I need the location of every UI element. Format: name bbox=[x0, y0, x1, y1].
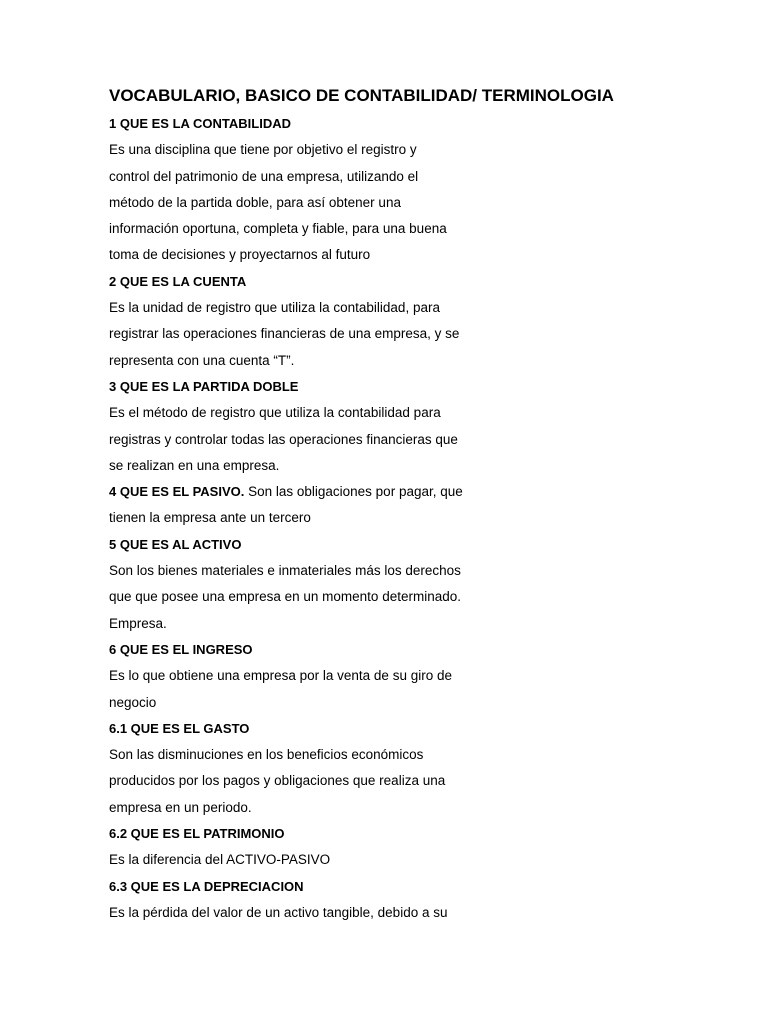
section-heading-partida-doble: 3 QUE ES LA PARTIDA DOBLE bbox=[109, 378, 299, 394]
section-heading-depreciacion: 6.3 QUE ES LA DEPRECIACION bbox=[109, 878, 304, 894]
paragraph-line: toma de decisiones y proyectarnos al futuro bbox=[109, 247, 371, 263]
paragraph-line: se realizan en una empresa. bbox=[109, 457, 280, 473]
paragraph-line: Es la unidad de registro que utiliza la contabilidad, para bbox=[109, 300, 440, 316]
section-heading-gasto: 6.1 QUE ES EL GASTO bbox=[109, 720, 250, 736]
section-heading-contabilidad: 1 QUE ES LA CONTABILIDAD bbox=[109, 116, 292, 131]
paragraph-line: Es el método de registro que utiliza la contabilidad para bbox=[109, 405, 441, 421]
section-heading-patrimonio: 6.2 QUE ES EL PATRIMONIO bbox=[109, 826, 285, 842]
paragraph-line: control del patrimonio de una empresa, utilizando el bbox=[109, 168, 419, 184]
paragraph-line: Es lo que obtiene una empresa por la venta de su giro de bbox=[109, 668, 452, 684]
paragraph-line: Son los bienes materiales e inmateriales más los derechos bbox=[109, 563, 461, 579]
section-heading-activo: 5 QUE ES AL ACTIVO bbox=[109, 536, 242, 552]
paragraph-line: que que posee una empresa en un momento determinado. bbox=[109, 589, 461, 605]
paragraph-line: información oportuna, completa y fiable, para una buena bbox=[109, 221, 447, 237]
section-pasivo-inline-text: Son las obligaciones por pagar, que bbox=[244, 484, 463, 500]
paragraph-line: registras y controlar todas las operaciones financieras que bbox=[109, 431, 458, 447]
paragraph-line: registrar las operaciones financieras de una empresa, y se bbox=[109, 326, 460, 342]
paragraph-line: Son las disminuciones en los beneficios económicos bbox=[109, 747, 424, 763]
paragraph-line: empresa en un periodo. bbox=[109, 799, 252, 815]
section-heading-ingreso: 6 QUE ES EL INGRESO bbox=[109, 641, 253, 657]
paragraph-line: Es la diferencia del ACTIVO-PASIVO bbox=[109, 852, 331, 868]
document-body bbox=[109, 84, 709, 926]
paragraph-line: representa con una cuenta “T”. bbox=[109, 352, 295, 368]
paragraph-line: Es una disciplina que tiene por objetivo el registro y bbox=[109, 142, 417, 158]
paragraph-line: Empresa. bbox=[109, 615, 167, 631]
paragraph-line: método de la partida doble, para así obtener una bbox=[109, 194, 401, 210]
paragraph-line: Es la pérdida del valor de un activo tangible, debido a su bbox=[109, 904, 448, 920]
paragraph-line: negocio bbox=[109, 694, 157, 710]
section-heading-cuenta: 2 QUE ES LA CUENTA bbox=[109, 273, 247, 289]
paragraph-line: tienen la empresa ante un tercero bbox=[109, 510, 311, 526]
section-pasivo-first-line bbox=[109, 479, 709, 505]
paragraph-line: producidos por los pagos y obligaciones que realiza una bbox=[109, 773, 446, 789]
document-title: VOCABULARIO, BASICO DE CONTABILIDAD/ TERMINOLOGIA bbox=[109, 86, 614, 105]
section-heading-pasivo: 4 QUE ES EL PASIVO. bbox=[109, 484, 245, 500]
